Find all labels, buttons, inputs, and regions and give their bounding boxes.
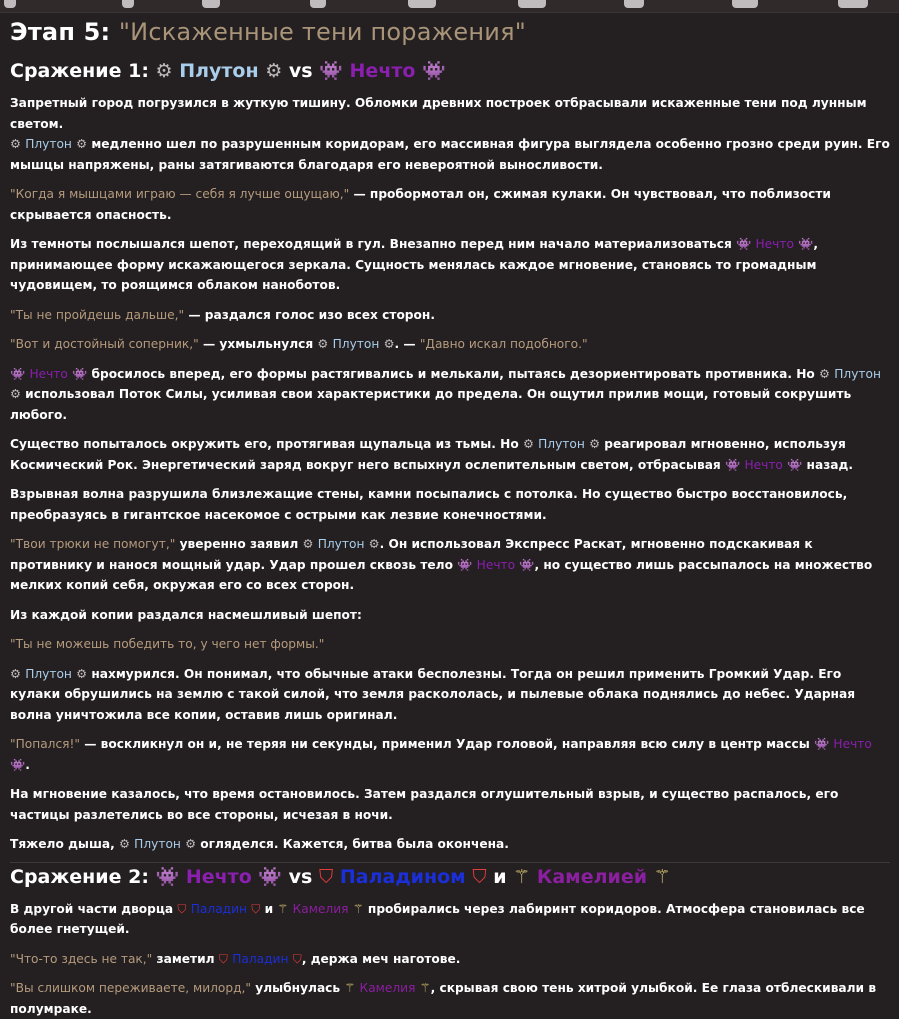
document-icon[interactable]	[310, 0, 326, 8]
gear-icon: ⚙	[76, 664, 87, 685]
paragraph: Существо попыталось окружить его, протягивая щупальца из тьмы. Но ⚙ Плутон ⚙ реагировал мгновенно, используя Космический Рок. Энергетический заряд вокруг него вспыхнул ослепительным светом, отбрасывая 👾 Нечто 👾 назад.	[10, 434, 890, 475]
pin-icon[interactable]	[122, 0, 134, 8]
paragraph: Запретный город погрузился в жуткую тишину. Обломки древних построек отбрасывали искаженные тени под лунным светом. ⚙ Плутон ⚙ медленно шел по разрушенным коридорам, его массивная фигура выглядела особенно грозно среди руин. Его мышцы напряжены, раны затягиваются благодаря его невероятной выносливости.	[10, 93, 890, 175]
alien-icon: 👾	[422, 58, 446, 84]
alien-icon: 👾	[10, 364, 25, 385]
shield-icon: ⛉	[293, 949, 302, 970]
paragraph: В другой части дворца ⛉ Паладин ⛉ и ⚚ Камелия ⚚ пробирались через лабиринт коридоров. Атмосфера становилась все более гнетущей.	[10, 899, 890, 940]
shield-icon: ⛉	[319, 864, 333, 890]
gear-icon: ⚙	[369, 534, 380, 555]
alien-icon: 👾	[787, 455, 802, 476]
chat-icon[interactable]	[408, 0, 436, 8]
gear-icon: ⚙	[384, 334, 395, 355]
gear-icon: ⚙	[589, 434, 600, 455]
menu-icon[interactable]	[4, 0, 16, 8]
gear-icon: ⚙	[523, 434, 534, 455]
wand-icon: ⚚	[654, 864, 671, 890]
alien-icon: 👾	[519, 555, 534, 576]
paragraph: На мгновение казалось, что время остановилось. Затем раздался оглушительный взрыв, и существо распалось, его частицы разлетелись во все стороны, исчезая в ночи.	[10, 784, 890, 825]
paragraph: "Ты не можешь победить то, у чего нет формы."	[10, 634, 890, 655]
alien-icon: 👾	[814, 734, 829, 755]
battle-2-section	[10, 862, 890, 1019]
gear-icon: ⚙	[10, 664, 21, 685]
shield-icon: ⛉	[219, 949, 228, 970]
gear-icon: ⚙	[76, 134, 87, 155]
tree-icon[interactable]	[202, 0, 220, 8]
shield-icon: ⛉	[472, 864, 486, 890]
gear-icon: ⚙	[185, 834, 196, 855]
paragraph: "Вот и достойный соперник," — ухмыльнулся ⚙ Плутон ⚙. — "Давно искал подобного."	[10, 334, 890, 355]
alien-icon: 👾	[72, 364, 87, 385]
alien-icon: 👾	[156, 864, 180, 890]
paragraph: Взрывная волна разрушила близлежащие стены, камни посыпались с потолка. Но существо быстро восстановилось, преобразуясь в гигантское насекомое с острыми как лезвие конечностями.	[10, 484, 890, 525]
paragraph: "Попался!" — воскликнул он и, не теряя ни секунды, применил Удар головой, направляя всю силу в центр массы 👾 Нечто 👾.	[10, 734, 890, 775]
gear-icon: ⚙	[156, 58, 173, 84]
paragraph: 👾 Нечто 👾 бросилось вперед, его формы растягивались и мелькали, пытаясь дезориентировать противника. Но ⚙ Плутон ⚙ использовал Поток Силы, усиливая свои характеристики до предела. Он ощутил прилив мощи, готовый сокрушить любого.	[10, 364, 890, 426]
paragraph: "Когда я мышцами играю — себя я лучше ощущаю," — пробормотал он, сжимая кулаки. Он чувствовал, что поблизости скрывается опасность.	[10, 184, 890, 225]
window-icon[interactable]	[838, 0, 868, 8]
paragraph: ⚙ Плутон ⚙ нахмурился. Он понимал, что обычные атаки бесполезны. Тогда он решил применить Громкий Удар. Его кулаки обрушились на землю с такой силой, что земля раскололась, и пылевые облака поднялись до небес. Ударная волна уничтожила все копии, оставив лишь оригинал.	[10, 664, 890, 726]
gear-icon: ⚙	[819, 364, 830, 385]
wand-icon: ⚚	[277, 899, 288, 920]
alien-icon: 👾	[319, 58, 343, 84]
top-toolbar	[0, 0, 899, 13]
help-icon[interactable]	[732, 0, 758, 8]
paragraph: "Твои трюки не помогут," уверенно заявил ⚙ Плутон ⚙. Он использовал Экспресс Раскат, мгновенно подскакивая к противнику и нанося мощный удар. Удар прошел сквозь тело 👾 Нечто 👾, но существо лишь рассыпалось на множество мелких копий себя, окружая его со всех сторон.	[10, 534, 890, 596]
wand-icon: ⚚	[420, 978, 431, 999]
wand-icon: ⚚	[513, 864, 530, 890]
paragraph: Из темноты послышался шепот, переходящий в гул. Внезапно перед ним начало материализоваться 👾 Нечто 👾, принимающее форму искажающегося зеркала. Сущность менялась каждое мгновение, становясь то громадным чудовищем, то роящимся облаком наноботов.	[10, 234, 890, 296]
paragraph: "Что-то здесь не так," заметил ⛉ Паладин ⛉, держа меч наготове.	[10, 949, 890, 970]
alien-icon: 👾	[457, 555, 472, 576]
paragraph: "Ты не пройдешь дальше," — раздался голос изо всех сторон.	[10, 305, 890, 326]
battle-2-heading: Сражение 2: 👾 Нечто 👾 vs ⛉ Паладином ⛉ и ⚚ Камелией ⚚	[10, 864, 890, 890]
stage-title: Этап 5: "Искаженные тени поражения"	[10, 16, 890, 48]
wand-icon: ⚚	[353, 899, 364, 920]
paragraph: Из каждой копии раздался насмешливый шепот:	[10, 605, 890, 626]
gear-icon: ⚙	[265, 58, 282, 84]
alien-icon: 👾	[798, 234, 813, 255]
gear-icon: ⚙	[119, 834, 130, 855]
story-content	[10, 14, 890, 1019]
gear-icon: ⚙	[10, 134, 21, 155]
paragraph: "Вы слишком переживаете, милорд," улыбнулась ⚚ Камелия ⚚, скрывая свою тень хитрой улыбкой. Ее глаза отблескивали в полумраке.	[10, 978, 890, 1019]
alien-icon: 👾	[736, 234, 751, 255]
battle-1-heading: Сражение 1: ⚙ Плутон ⚙ vs 👾 Нечто 👾	[10, 58, 890, 84]
gear-icon: ⚙	[317, 334, 328, 355]
alien-icon: 👾	[10, 755, 25, 776]
wand-icon: ⚚	[344, 978, 355, 999]
alien-icon: 👾	[258, 864, 282, 890]
image-icon[interactable]	[518, 0, 546, 8]
gear-icon: ⚙	[303, 534, 314, 555]
map-icon[interactable]	[624, 0, 644, 8]
alien-icon: 👾	[725, 455, 740, 476]
shield-icon: ⛉	[251, 899, 260, 920]
paragraph: Тяжело дыша, ⚙ Плутон ⚙ огляделся. Кажется, битва была окончена.	[10, 834, 890, 855]
shield-icon: ⛉	[177, 899, 186, 920]
gear-icon: ⚙	[10, 384, 21, 405]
